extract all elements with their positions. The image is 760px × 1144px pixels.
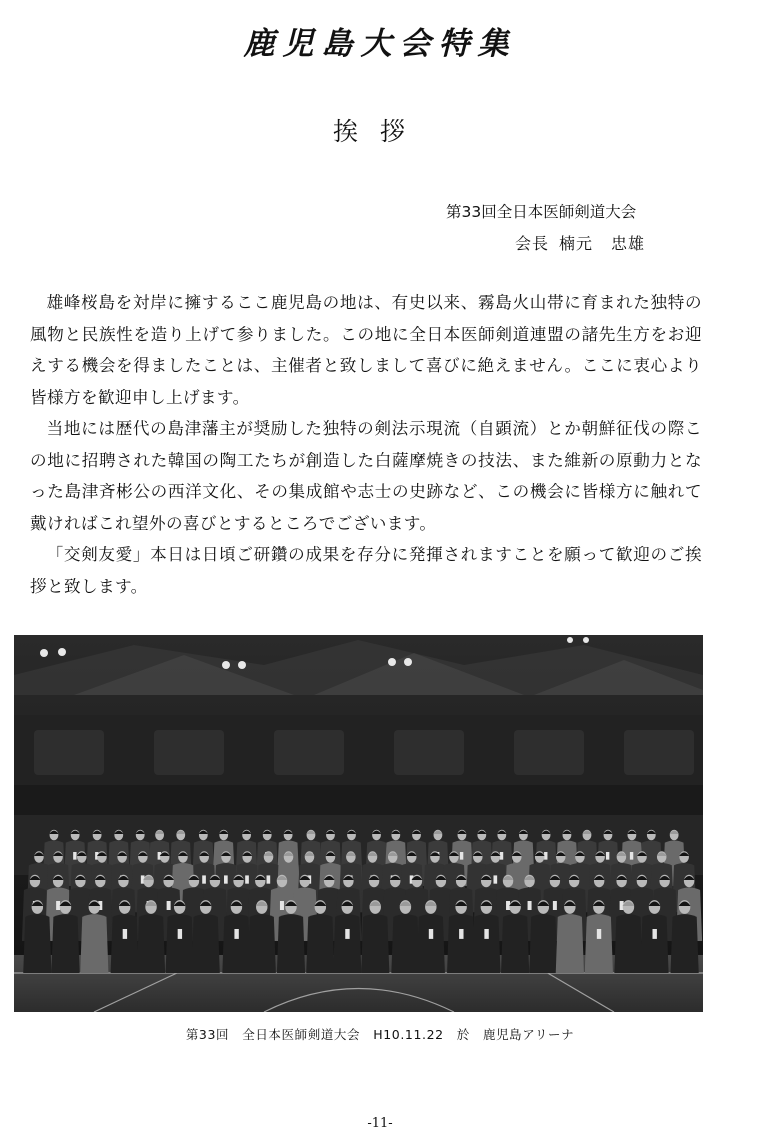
person-body (361, 914, 389, 973)
name-tag (178, 929, 182, 939)
group-photo (14, 635, 703, 1012)
greeting-body (30, 287, 702, 602)
name-tag (506, 901, 510, 910)
author-given-name: 忠雄 (611, 234, 646, 253)
person-body (585, 914, 613, 973)
name-tag (429, 929, 433, 939)
name-tag (56, 901, 60, 910)
person-body (391, 914, 419, 973)
name-tag (280, 901, 284, 910)
name-tag (606, 852, 609, 860)
person-body (80, 914, 108, 973)
paragraph: 「交剣友愛」本日は日頃ご研鑽の成果を存分に発揮されますことを願って歓迎のご挨拶と致します。 (30, 545, 702, 596)
person-body (192, 914, 220, 973)
person-body (640, 914, 668, 973)
group-photo-image (14, 635, 703, 1012)
person-body (417, 914, 445, 973)
page-number: -11- (367, 1116, 393, 1131)
name-tag (123, 929, 127, 939)
name-tag (460, 852, 463, 860)
name-tag (493, 875, 497, 883)
author-name (515, 231, 645, 254)
name-tag (544, 852, 547, 860)
person-body (23, 914, 51, 973)
person-body (306, 914, 334, 973)
name-tag (459, 929, 463, 939)
person-body (671, 914, 699, 973)
person-body (51, 914, 79, 973)
name-tag (234, 929, 238, 939)
name-tag (345, 929, 349, 939)
name-tag (553, 901, 557, 910)
name-tag (652, 929, 656, 939)
article-heading: 挨拶 (332, 117, 427, 146)
person-body (137, 914, 165, 973)
name-tag (167, 901, 171, 910)
person-body (447, 914, 475, 973)
paragraph: 雄峰桜島を対岸に擁するここ鹿児島の地は、有史以来、霧島火山帯に育まれた独特の風物と民族性を造り上げて参りました。この地に全日本医師剣道連盟の諸先生方をお迎えする機会を得ましたことは、主催者と致しまして喜びに絶えません。ここに衷心より皆様方を歓迎申し上げます。 (30, 293, 702, 407)
page-title: 鹿児島大会特集 (243, 26, 517, 62)
person-body (529, 914, 557, 973)
name-tag (202, 875, 206, 883)
name-tag (73, 852, 76, 860)
name-tag (597, 929, 601, 939)
name-tag (630, 852, 633, 860)
name-tag (245, 875, 249, 883)
name-tag (528, 901, 532, 910)
person-body (472, 914, 500, 973)
person-body (277, 914, 305, 973)
person-body (222, 914, 250, 973)
person-body (614, 914, 642, 973)
name-tag (267, 875, 271, 883)
name-tag (500, 852, 503, 860)
person-body (333, 914, 361, 973)
person-body (166, 914, 194, 973)
photo-caption: 第33回 全日本医師剣道大会 H10.11.22 於 鹿児島アリーナ (185, 1027, 575, 1042)
name-tag (224, 875, 228, 883)
person-body (111, 914, 139, 973)
person-body (248, 914, 276, 973)
person-body (501, 914, 529, 973)
author-surname: 楠元 (559, 234, 594, 253)
name-tag (484, 929, 488, 939)
author-event: 第33回全日本医師剣道大会 (446, 203, 637, 221)
paragraph: 当地には歴代の島津藩主が奨励した独特の剣法示現流（自顕流）とか朝鮮征伐の際この地に招聘された韓国の陶工たちが創造した白薩摩焼きの技法、また維新の原動力となった島津斉彬公の西洋文化、その集成館や志士の史跡など、この機会に皆様方に触れて戴ければこれ望外の喜びとするところでございます。 (30, 419, 702, 533)
person-body (556, 914, 584, 973)
author-role: 会長 (515, 234, 550, 253)
